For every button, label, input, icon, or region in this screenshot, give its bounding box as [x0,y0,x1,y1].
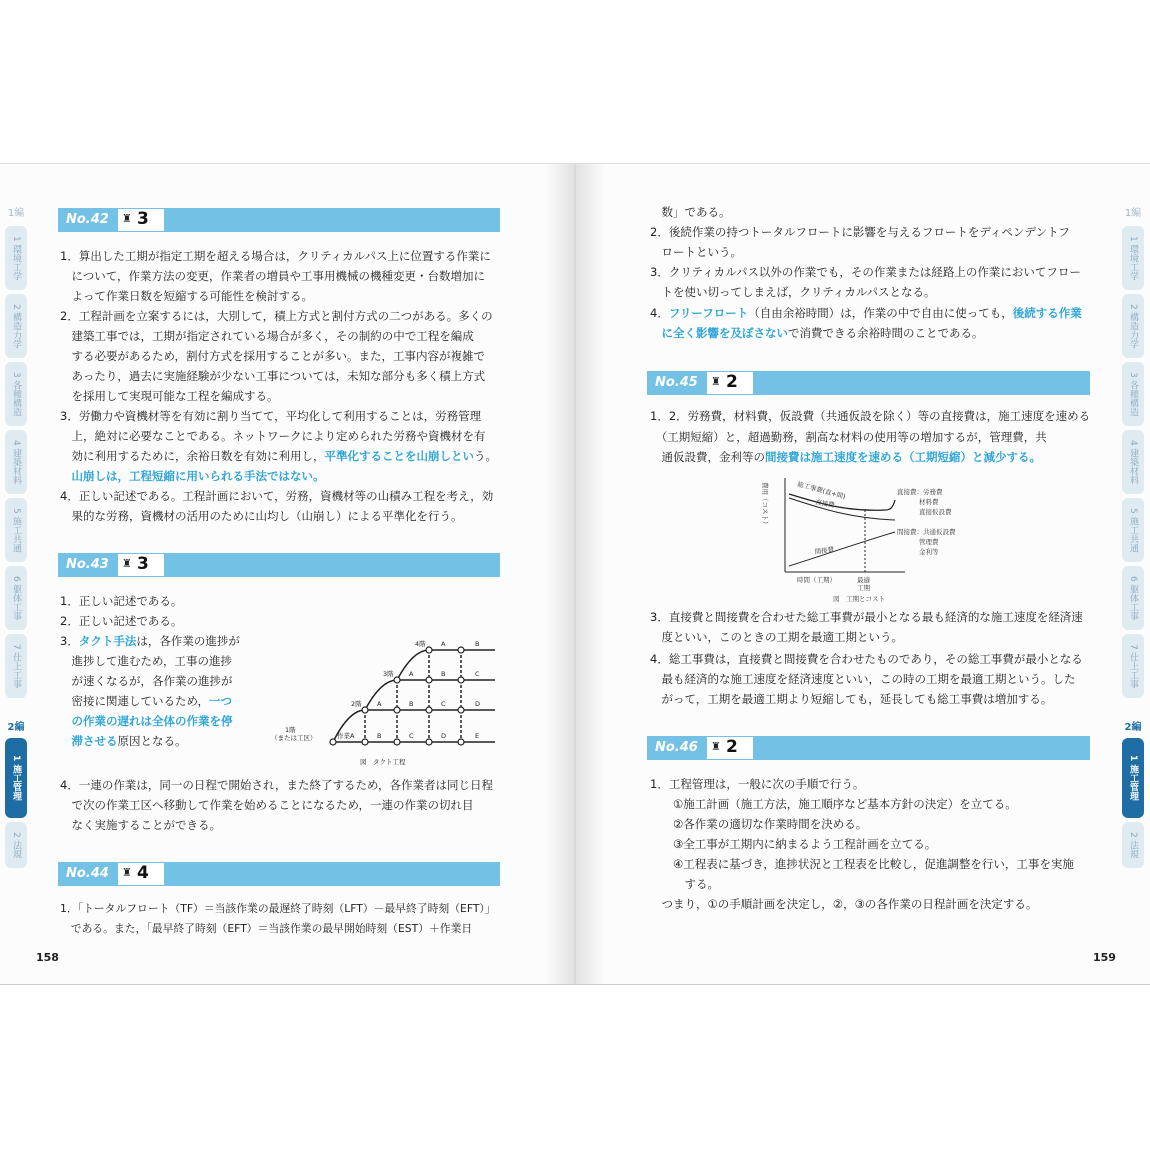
text-line [650,305,1082,321]
text-line: 3．労働力や資機材等を有効に割り当てて，平均化して利用することは，労務管理 [60,409,482,423]
tab-item: 4 建築材料 [5,430,27,494]
text-line: 1．工程管理は，一般に次の手順で行う。 [650,777,865,791]
answer-number: 3 [137,209,149,229]
first-node-label: 作業A [337,732,355,740]
text-line: （工期短縮）と，超過勤務，割高な材料の使用等の増加するが，管理費，共 [650,430,1047,444]
tab-item: 2 法規 [1122,822,1144,868]
tab-edition-1: 1編 [7,208,25,219]
text-line [60,733,187,749]
text-line: について，作業方法の変更，作業者の増員や工事用機械の機種変更・台数増加に [60,269,486,283]
floor-label: 4階 [415,640,426,648]
text-span: う。 [474,449,497,463]
text-line: 4．総工事費は，直接費と間接費を合わせたものであり，その総工事費が最小となる [650,652,1083,666]
diagram-caption: 図 タクト工程 [360,758,406,766]
question-header-no46 [647,736,1090,760]
text-line: 進捗して進むため，工事の進捗 [60,654,233,668]
text-line: トを使い切ってしまえば，クリティカルパスとなる。 [650,285,936,299]
question-header-no44 [58,862,500,886]
text-line: 2．工程計画を立案するには，大別して，積上方式と割付方式の二つがある。多くの [60,309,493,323]
tab-edition-2: 2編 [7,722,25,733]
tab-item: 4 建築材料 [1122,430,1144,494]
optimum-label: 工期 [857,584,870,592]
tab-item: 1 環境工学 [5,226,27,290]
tab-item: 3 各種構造 [5,362,27,426]
activity-label: B [441,670,446,678]
text-line: 4．正しい記述である。工程計画において，労務，資機材等の山積み工程を考え，効 [60,489,494,503]
highlight-text: 山崩しは， [71,469,129,483]
tab-item-active: 1 施工管理 [5,738,27,818]
text-span: 効に利用するために，余裕日数を有効に利用し， [60,449,325,463]
text-line: なく実施することができる。 [60,818,221,832]
tab-edition-2: 2編 [1124,722,1142,733]
text-span: は，各作業の進捗が [136,634,240,648]
tab-item: 6 躯体工事 [5,566,27,630]
book-spread [0,163,1150,985]
text-line: 最も経済的な施工速度を経済速度といい，この時の工期を最適工期という。した [650,672,1076,686]
legend-text: 直接仮設費 [919,508,952,516]
curve-label: 間接費 [814,545,835,556]
text-line: ①施工計画（施工方法，施工順序など基本方針の決定）を立てる。 [650,797,1017,811]
text-line: ②各作業の適切な作業時間を決める。 [650,817,868,831]
text-line: が速くなるが，各作業の進捗が [60,674,233,688]
tab-item-active: 1 施工管理 [1122,738,1144,818]
tab-item: 6 躯体工事 [1122,566,1144,630]
chart-caption: 図 工期とコスト [833,595,885,602]
text-line [60,633,240,649]
floor-label: 1階 [285,726,296,734]
answer-box [118,209,164,231]
text-line: がって，工期を最適工期より短縮しても，延長しても総工事費は増加する。 [650,692,1053,706]
activity-label: B [409,700,414,708]
answer-box [707,737,753,759]
activity-label: C [475,670,480,678]
question-number: No.44 [66,866,109,881]
text-line: 1．「トータルフロート（TF）＝当該作業の最遅終了時刻（LFT）－最早終了時刻（EFT）」 [60,902,496,915]
text-line [650,325,984,341]
tab-item: 2 法規 [5,822,27,868]
activity-label: C [409,732,414,740]
activity-label: B [475,640,480,648]
text-line: する。 [650,877,719,891]
highlight-text: 後続する作業 [1012,306,1082,320]
tab-item: 2 構造力学 [5,294,27,358]
right-index-tabs [1120,204,1146,868]
page-number: 158 [36,951,59,964]
highlight-text: 間接費は施工速度を速める（工期短縮）と減少する。 [765,450,1041,464]
question-header-no45 [647,371,1090,395]
text-span: 3． [60,634,79,648]
text-line [60,693,232,709]
text-span [60,469,72,483]
floor-label: 3階 [383,670,394,678]
left-page [0,164,575,984]
text-line: 2．正しい記述である。 [60,614,183,628]
text-line: である。また，「最早終了時刻（EFT）＝当該作業の最早開始時刻（EST）＋作業日 [60,922,473,935]
tab-item: 5 施工共通 [5,498,27,562]
right-page [575,164,1150,984]
person-icon: ♜ [122,557,132,570]
text-line: 1．正しい記述である。 [60,594,183,608]
activity-label: D [475,700,481,708]
answer-box [118,863,164,885]
curve-label: 直接費 [814,498,836,510]
answer-box [118,554,164,576]
tab-item: 2 構造力学 [1122,294,1144,358]
cost-chart [755,472,995,602]
answer-number: 2 [726,737,738,757]
text-line: 1．2．労務費，材料費，仮設費（共通仮設を除く）等の直接費は，施工速度を速める [650,409,1091,423]
legend-text: 間接費：共通仮設費 [897,528,956,536]
text-line: 度といい，このときの工期を最適工期という。 [650,630,903,644]
tab-item: 5 施工共通 [1122,498,1144,562]
text-span: 通仮設費，金利等の [650,450,765,464]
text-line: ③全工事が工期内に納まるよう工程計画を立てる。 [650,837,937,851]
text-line: で次の作業工区へ移動して作業を始めることになるため，一連の作業の切れ目 [60,798,474,812]
activity-label: E [475,732,480,740]
answer-box [707,372,753,394]
question-number: No.42 [66,212,109,227]
text-line: 建築工事では，工期が指定されている場合が多く，その制約の中で工程を編成 [60,329,474,343]
tab-item: 1 環境工学 [1122,226,1144,290]
text-line: よって作業日数を短縮する可能性を検討する。 [60,289,313,303]
tact-diagram [265,626,505,771]
person-icon: ♜ [711,740,721,753]
page-number: 159 [1093,951,1116,964]
highlight-text: フリーフロート [668,306,749,320]
text-line: する必要があるため，割付方式を採用することが多い。また，工事内容が複雑で [60,349,486,363]
activity-label: A [441,640,446,648]
text-line: 4．一連の作業は，同一の日程で開始され，また終了するため，各作業者は同じ日程 [60,778,494,792]
text-line: 果的な労務，資機材の活用のために山均し（山崩し）による平準化を行う。 [60,509,463,523]
activity-label: A [377,700,382,708]
activity-label: A [409,670,414,678]
optimum-label: 最適 [857,576,870,584]
text-span: 密接に関連しているため， [60,694,210,708]
text-line: ④工程表に基づき，進捗状況と工程表を比較し，促進調整を行い，工事を実施 [650,857,1074,871]
curve-label: 総工事費(直+間) [796,480,847,501]
text-line: ロートという。 [650,245,742,259]
question-header-no43 [58,553,500,577]
tab-item: 7 仕上工事 [1122,634,1144,698]
tab-item: 3 各種構造 [1122,362,1144,426]
person-icon: ♜ [122,212,132,225]
highlight-text: 滞させる [60,734,118,748]
left-index-tabs [3,204,29,868]
answer-number: 2 [726,372,738,392]
question-header-no42 [58,208,500,232]
x-axis-label: 時間（工期） [797,576,836,584]
highlight-text: に全く影響を及ぼさない [650,326,788,340]
floor-label: 2階 [351,700,362,708]
text-line: 数」である。 [650,205,731,219]
text-line: あったり，過去に実施経験が少ない工事については，未知な部分も多く積上方式 [60,369,486,383]
question-number: No.43 [66,557,109,572]
text-line: 3．クリティカルパス以外の作業でも，その作業または経路上の作業においてフロー [650,265,1081,279]
answer-number: 4 [137,863,149,883]
text-line: 2．後続作業の持つトータルフロートに影響を与えるフロートをディペンデントフ [650,225,1070,239]
text-span: 原因となる。 [117,734,187,748]
legend-text: 材料費 [919,498,939,506]
text-span: 4． [650,306,669,320]
question-number: No.45 [655,375,698,390]
person-icon: ♜ [711,375,721,388]
highlight-text: 工程短縮に用いられる手法ではない。 [129,469,325,483]
highlight-text: 平準化することを山崩しとい [324,449,474,463]
person-icon: ♜ [122,866,132,879]
tab-item: 7 仕上工事 [5,634,27,698]
highlight-text: タクト手法 [78,634,137,648]
highlight-text: 一つ [209,694,233,708]
text-line: 3．直接費と間接費を合わせた総工事費が最小となる最も経済的な施工速度を経済速 [650,610,1083,624]
text-line: 上，絶対に必要なことである。ネットワークにより定められた労務や資機材を有 [60,429,486,443]
activity-label: C [441,700,446,708]
book-gutter [545,164,605,984]
text-span: で消費できる余裕時間のことである。 [788,326,984,340]
y-axis-label: 費用（コスト） [761,482,769,528]
activity-label: D [441,732,447,740]
tab-edition-1: 1編 [1124,208,1142,219]
highlight-line: の作業の遅れは全体の作業を停 [60,714,233,728]
activity-label: B [377,732,382,740]
legend-text: 金利等 [919,548,939,556]
text-line [60,468,325,484]
answer-number: 3 [137,554,149,574]
zone-label: （または工区） [271,734,317,742]
question-number: No.46 [655,740,698,755]
text-line: を採用して実現可能な工程を編成する。 [60,389,279,403]
legend-text: 直接費：労務費 [897,488,943,496]
text-line [650,449,1041,465]
text-line: 1．算出した工期が指定工期を超える場合は，クリティカルパス上に位置する作業に [60,249,491,263]
legend-text: 管理費 [919,538,939,546]
text-line: つまり，①の手順計画を決定し，②，③の各作業の日程計画を決定する。 [650,897,1038,911]
text-line [60,448,497,464]
text-span: （自由余裕時間）は，作業の中で自由に使っても， [748,306,1013,320]
